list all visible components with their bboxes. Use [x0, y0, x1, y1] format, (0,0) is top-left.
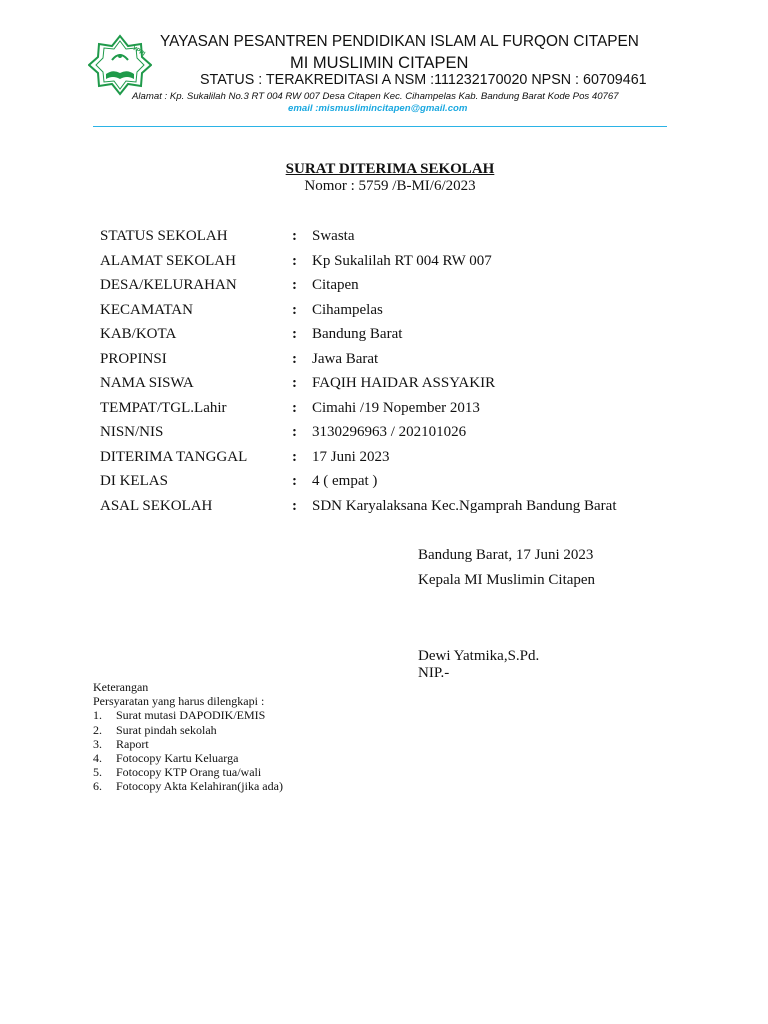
- notes-heading: Keterangan: [93, 680, 149, 694]
- field-value: 3130296963 / 202101026: [312, 424, 467, 440]
- signatory-nip: NIP.-: [418, 665, 450, 681]
- requirement-number: 1.: [93, 708, 102, 723]
- field-colon: :: [292, 375, 297, 391]
- school-name: MI MUSLIMIN CITAPEN: [290, 54, 469, 72]
- field-value: 17 Juni 2023: [312, 448, 390, 465]
- field-label: PROPINSI: [100, 350, 167, 367]
- requirement-text: Surat pindah sekolah: [116, 722, 217, 737]
- requirement-item: [93, 737, 264, 751]
- requirement-text: Fotocopy KTP Orang tua/wali: [116, 765, 262, 780]
- requirement-number: 4.: [93, 750, 102, 765]
- signature-place-date: Bandung Barat, 17 Juni 2023: [418, 547, 594, 563]
- requirement-text: Raport: [116, 736, 149, 751]
- field-label: KECAMATAN: [100, 301, 193, 318]
- requirement-text: Fotocopy Akta Kelahiran(jika ada): [116, 779, 283, 794]
- letterhead-divider: [93, 126, 667, 127]
- field-label: ASAL SEKOLAH: [100, 497, 213, 514]
- field-label: ALAMAT SEKOLAH: [100, 252, 236, 269]
- field-colon: :: [292, 399, 297, 416]
- requirement-item: [93, 779, 283, 794]
- field-value: Cimahi /19 Nopember 2013: [312, 399, 480, 416]
- field-value: Bandung Barat: [312, 326, 403, 342]
- signature-position: Kepala MI Muslimin Citapen: [418, 572, 596, 588]
- field-colon: :: [292, 277, 297, 293]
- requirement-number: 5.: [93, 765, 102, 780]
- field-value: Kp Sukalilah RT 004 RW 007: [312, 252, 492, 269]
- logo-text: YPPI: [131, 45, 146, 58]
- letter-number: Nomor : 5759 /B-MI/6/2023: [304, 178, 476, 194]
- yppi-emblem-icon: [88, 34, 152, 96]
- requirement-number: 3.: [93, 736, 102, 751]
- requirement-number: 6.: [93, 779, 102, 794]
- requirements-notes: [93, 680, 283, 794]
- field-label: DITERIMA TANGGAL: [100, 448, 248, 465]
- field-label: DI KELAS: [100, 473, 168, 489]
- field-value: Cihampelas: [312, 301, 383, 318]
- requirement-item: [93, 723, 264, 737]
- school-address: Alamat : Kp. Sukalilah No.3 RT 004 RW 007 Desa Citapen Kec. Cihampelas Kab. Bandung Barat Kode Pos 40767: [132, 91, 619, 102]
- field-label: DESA/KELURAHAN: [100, 277, 237, 293]
- field-colon: :: [292, 448, 297, 465]
- field-colon: :: [292, 473, 297, 489]
- field-value: Citapen: [312, 277, 359, 293]
- field-value: SDN Karyalaksana Kec.Ngamprah Bandung Barat: [312, 497, 617, 514]
- requirement-item: [93, 708, 264, 722]
- accreditation-status: STATUS : TERAKREDITASI A NSM :111232170020 NPSN : 60709461: [200, 72, 647, 88]
- field-label: KAB/KOTA: [100, 326, 177, 342]
- notes-intro: Persyaratan yang harus dilengkapi :: [93, 694, 265, 709]
- requirement-text: Fotocopy Kartu Keluarga: [116, 750, 239, 765]
- school-email[interactable]: email :mismuslimincitapen@gmail.com: [288, 103, 468, 114]
- field-label: STATUS SEKOLAH: [100, 228, 228, 244]
- field-value: Jawa Barat: [312, 350, 379, 367]
- field-colon: :: [292, 497, 297, 514]
- field-colon: :: [292, 350, 297, 367]
- field-value: 4 ( empat ): [312, 473, 378, 489]
- field-label: TEMPAT/TGL.Lahir: [100, 399, 227, 416]
- requirement-text: Surat mutasi DAPODIK/EMIS: [116, 708, 266, 723]
- requirement-item: [93, 765, 264, 779]
- field-colon: :: [292, 252, 297, 269]
- requirement-number: 2.: [93, 722, 102, 737]
- field-value: FAQIH HAIDAR ASSYAKIR: [312, 375, 496, 391]
- field-label: NAMA SISWA: [100, 375, 194, 391]
- signatory-name: Dewi Yatmika,S.Pd.: [418, 648, 540, 664]
- field-colon: :: [292, 424, 297, 440]
- school-logo: [88, 34, 152, 96]
- letter-title: SURAT DITERIMA SEKOLAH: [285, 161, 495, 177]
- requirement-item: [93, 751, 264, 765]
- field-colon: :: [292, 228, 297, 244]
- field-colon: :: [292, 326, 297, 342]
- foundation-name: YAYASAN PESANTREN PENDIDIKAN ISLAM AL FURQON CITAPEN: [160, 33, 639, 50]
- field-label: NISN/NIS: [100, 424, 164, 440]
- field-colon: :: [292, 301, 297, 318]
- field-value: Swasta: [312, 228, 355, 244]
